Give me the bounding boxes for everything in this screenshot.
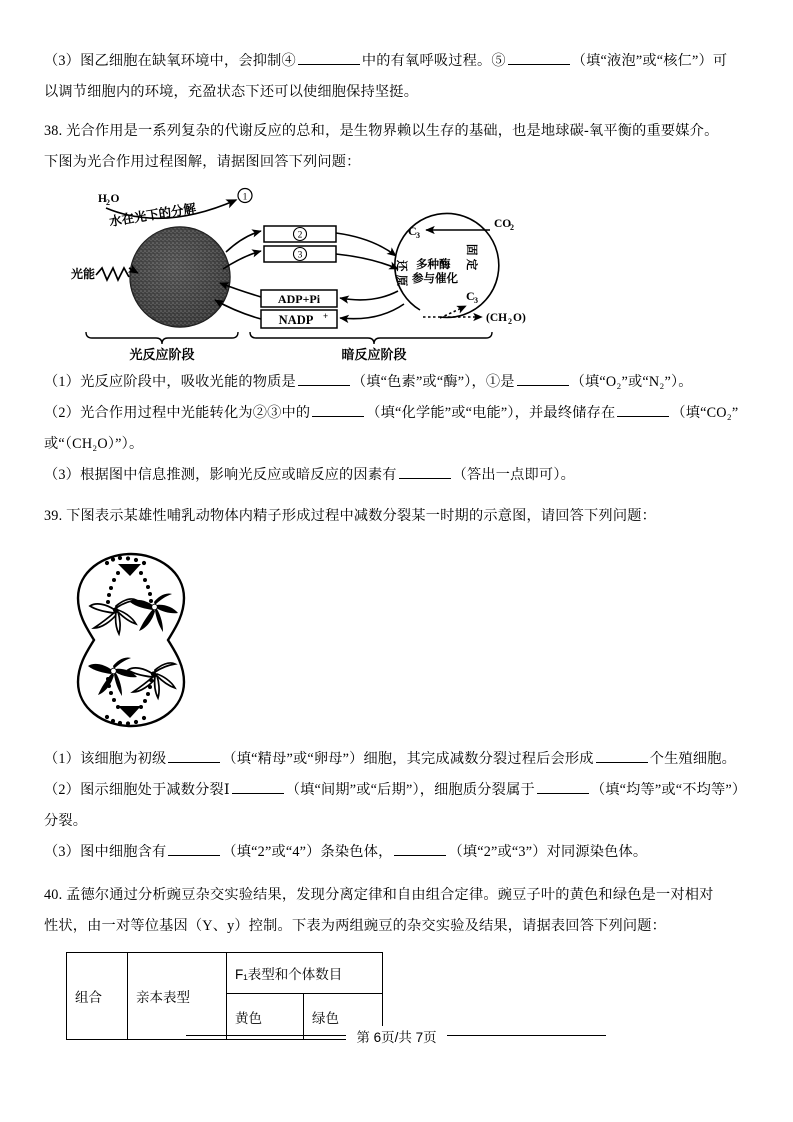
svg-text:固 定: 固 定 <box>465 244 477 271</box>
q38-sub2-b: （填“化学能”或“电能”），并最终储存在 <box>366 405 616 421</box>
answer-blank[interactable] <box>508 50 570 65</box>
header-green: 绿色 <box>304 994 383 1040</box>
q38-stem-line2: 下图为光合作用过程图解，请据图回答下列问题： <box>44 154 361 170</box>
q40-stem-line2: 性状，由一对等位基因（Y、y）控制。下表为两组豌豆的杂交实验及结果，请据表回答下列问题： <box>44 918 667 934</box>
svg-text:C: C <box>408 224 417 238</box>
q38-sub2 <box>44 398 749 429</box>
q38-sub1 <box>44 367 749 398</box>
svg-text:暗反应阶段: 暗反应阶段 <box>341 347 407 361</box>
q38-sub1-b: （填“色素”或“酶”），①是 <box>351 374 515 390</box>
q38-sub2-a: （2）光合作用过程中光能转化为②③中的 <box>44 405 311 421</box>
answer-blank[interactable] <box>312 402 364 417</box>
q37-text-a: （3）图乙细胞在缺氧环境中，会抑制④ <box>44 53 296 69</box>
q39-sub1 <box>44 744 749 775</box>
answer-blank[interactable] <box>596 748 648 763</box>
svg-text:2: 2 <box>106 198 110 207</box>
q38-sub3-b: （答出一点即可）。 <box>452 467 575 483</box>
q39-sub1-b: （填“精母”或“卵母”）细胞，其完成减数分裂过程后会形成 <box>222 751 594 767</box>
q38-sub1-c: （填“O₂”或“N₂”）。 <box>570 374 693 390</box>
svg-text:O: O <box>110 193 120 205</box>
svg-text:2: 2 <box>508 317 512 326</box>
svg-text:ADP+Pi: ADP+Pi <box>277 292 321 306</box>
q38-sub2-cont: 或“（CH₂O）”）。 <box>44 436 144 452</box>
q40-stem-line1 <box>44 880 749 911</box>
q38-stem-line1 <box>44 116 749 147</box>
svg-text:水在光下的分解: 水在光下的分解 <box>108 201 197 229</box>
q39-sub2-cont: 分裂。 <box>44 813 88 829</box>
q39-sub2 <box>44 775 749 806</box>
svg-text:C: C <box>466 289 475 303</box>
answer-blank[interactable] <box>617 402 669 417</box>
q38-sub2-c: （填“CO₂” <box>671 405 739 421</box>
q39-number: 39. <box>44 508 63 524</box>
q39-sub1-c: 个生殖细胞。 <box>649 751 737 767</box>
svg-text:2: 2 <box>297 230 303 241</box>
svg-text:3: 3 <box>416 231 420 240</box>
page-number: 第 6页/共 7页 <box>346 1026 446 1046</box>
svg-text:参与催化: 参与催化 <box>412 273 458 285</box>
svg-text:1: 1 <box>242 192 248 203</box>
q38-number: 38. <box>44 123 63 139</box>
q37-text-b: 中的有氧呼吸过程。⑤ <box>361 53 506 69</box>
photosynthesis-diagram <box>68 186 538 361</box>
answer-blank[interactable] <box>298 371 350 386</box>
q39-sub2-c: （填“均等”或“不均等”） <box>590 782 747 798</box>
svg-text:3: 3 <box>474 296 478 305</box>
q39-sub2-a: （2）图示细胞处于减数分裂Ⅰ <box>44 782 230 798</box>
svg-text:多种酶: 多种酶 <box>416 259 451 271</box>
q38-sub1-a: （1）光反应阶段中，吸收光能的物质是 <box>44 374 296 390</box>
svg-text:+: + <box>323 311 329 321</box>
svg-text:2: 2 <box>510 223 514 232</box>
answer-blank[interactable] <box>537 779 589 794</box>
answer-blank[interactable] <box>394 841 446 856</box>
q39-sub3-b: （填“2”或“4”）条染色体， <box>222 844 393 860</box>
q38-sub3-a: （3）根据图中信息推测，影响光反应或暗反应的因素有 <box>44 467 397 483</box>
svg-text:O): O) <box>513 312 526 324</box>
q39-sub3-a: （3）图中细胞含有 <box>44 844 167 860</box>
header-group: 组合 <box>67 953 128 1040</box>
header-f1-phenotype-count: F₁表型和个体数目 <box>227 953 383 994</box>
svg-text:3: 3 <box>297 250 303 261</box>
q37-part3-line1 <box>44 46 749 77</box>
q37-part3-line2: 以调节细胞内的环境，充盈状态下还可以使细胞保持坚挺。 <box>44 84 419 100</box>
svg-text:还 原: 还 原 <box>395 260 407 287</box>
svg-text:光能: 光能 <box>71 267 96 281</box>
svg-text:光反应阶段: 光反应阶段 <box>129 347 195 361</box>
answer-blank[interactable] <box>517 371 569 386</box>
q37-text-c: （填“液泡”或“核仁”）可 <box>571 53 728 69</box>
answer-blank[interactable] <box>399 464 451 479</box>
q40-stem-text: 孟德尔通过分析豌豆杂交实验结果，发现分离定律和自由组合定律。豌豆子叶的黄色和绿色是一对相对 <box>66 887 714 903</box>
svg-text:NADP: NADP <box>278 313 314 327</box>
q39-stem <box>44 501 749 532</box>
svg-text:CO: CO <box>494 218 512 230</box>
q39-sub3 <box>44 837 749 868</box>
q39-sub3-c: （填“2”或“3”）对同源染色体。 <box>448 844 648 860</box>
answer-blank[interactable] <box>298 50 360 65</box>
q39-stem-text: 下图表示某雄性哺乳动物体内精子形成过程中减数分裂某一时期的示意图，请回答下列问题： <box>66 508 656 524</box>
header-parent-phenotype: 亲本表型 <box>128 953 227 1040</box>
q39-sub2-b: （填“间期”或“后期”），细胞质分裂属于 <box>285 782 535 798</box>
answer-blank[interactable] <box>168 841 220 856</box>
answer-blank[interactable] <box>168 748 220 763</box>
answer-blank[interactable] <box>232 779 284 794</box>
q38-sub3 <box>44 460 749 491</box>
table-row <box>67 953 383 994</box>
q40-number: 40. <box>44 887 63 903</box>
svg-text:(CH: (CH <box>486 312 508 324</box>
meiosis-cell-diagram <box>58 540 278 740</box>
q39-sub1-a: （1）该细胞为初级 <box>44 751 167 767</box>
svg-text:H: H <box>98 193 107 205</box>
header-yellow: 黄色 <box>227 994 304 1040</box>
page-footer <box>0 1026 793 1046</box>
q38-stem-text: 光合作用是一系列复杂的代谢反应的总和，是生物界赖以生存的基础，也是地球碳-氧平衡的重要媒介。 <box>66 123 719 139</box>
